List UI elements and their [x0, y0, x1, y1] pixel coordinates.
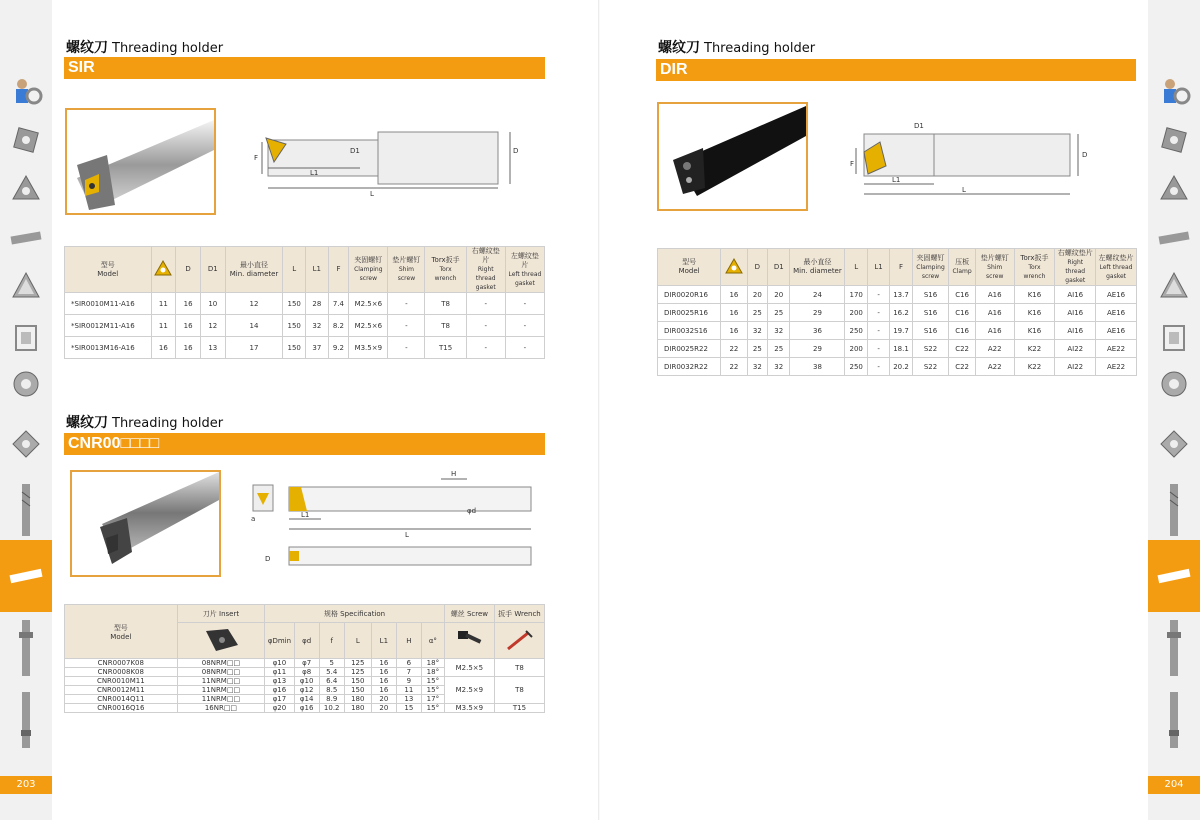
table-cell: -	[867, 286, 889, 304]
cnr-d-label: D	[265, 555, 271, 563]
table-cell: 15°	[421, 677, 444, 686]
drill-icon[interactable]	[6, 482, 46, 538]
table-cell: 16	[151, 337, 176, 359]
dir-spec-table	[657, 248, 1137, 376]
table-cell: AE16	[1096, 304, 1137, 322]
sir-d1-label: D1	[350, 147, 360, 155]
table-cell: 11NRM□□	[177, 686, 265, 695]
table-row	[658, 304, 1137, 322]
table-cell: 180	[344, 704, 371, 713]
round-insert-icon[interactable]	[6, 364, 46, 404]
sir-band: SIR	[64, 57, 545, 79]
dir-f-label: F	[850, 160, 855, 168]
table-row	[65, 659, 545, 668]
table-cell: -	[466, 315, 505, 337]
cartridge-icon[interactable]	[6, 318, 46, 358]
table-cell: 32	[768, 322, 790, 340]
grooving-icon[interactable]	[1154, 618, 1194, 678]
sir-title	[66, 37, 223, 57]
cnr-phid-label: φd	[467, 507, 477, 515]
th-cnr-insert: 刀片 Insert	[177, 605, 265, 623]
th-cnr-l: L	[344, 623, 371, 659]
square-insert-icon[interactable]	[6, 120, 46, 160]
th-dir-l: L	[845, 249, 867, 286]
table-cell: φ11	[265, 668, 294, 677]
table-cell: 20	[371, 704, 396, 713]
active-section-tab[interactable]	[0, 540, 52, 612]
wrench-cell: T8	[494, 677, 544, 704]
table-cell: -	[505, 293, 544, 315]
th-dir-left-gasket: 左螺纹垫片 Left thread gasket	[1096, 249, 1137, 286]
table-cell: 15°	[421, 704, 444, 713]
dir-dimension-drawing	[850, 112, 1102, 202]
table-row	[658, 322, 1137, 340]
table-cell: A16	[975, 304, 1014, 322]
table-cell: -	[388, 337, 425, 359]
table-cell: 12	[225, 293, 283, 315]
table-cell: 25	[747, 340, 767, 358]
table-cell: C22	[949, 358, 975, 376]
table-cell: -	[466, 293, 505, 315]
table-cell: 20	[747, 286, 767, 304]
table-cell: φ8	[294, 668, 319, 677]
cnr-title	[66, 412, 223, 432]
table-cell: 150	[283, 293, 306, 315]
th-right-gasket: 右螺纹垫片 Right thread gasket	[466, 247, 505, 293]
th-d1: D1	[200, 247, 225, 293]
sir-f-label: F	[254, 154, 259, 162]
table-cell: 150	[344, 677, 371, 686]
table-cell: 18°	[421, 659, 444, 668]
cnr-dimension-drawing	[245, 465, 545, 577]
table-cell: 16	[721, 286, 747, 304]
table-cell: -	[867, 358, 889, 376]
table-cell: 8.9	[319, 695, 344, 704]
sir-l1-label: L1	[310, 169, 319, 177]
round-insert-icon[interactable]	[1154, 364, 1194, 404]
table-cell: 6.4	[319, 677, 344, 686]
table-row	[658, 340, 1137, 358]
model-cell: DIR0032R22	[658, 358, 721, 376]
table-cell: -	[388, 315, 425, 337]
th-cnr-screw: 螺丝 Screw	[444, 605, 494, 623]
model-cell: CNR0007K08	[65, 659, 178, 668]
th-cnr-spec: 规格 Specification	[265, 605, 445, 623]
table-cell: 38	[790, 358, 845, 376]
table-cell: C16	[949, 286, 975, 304]
table-cell: 8.5	[319, 686, 344, 695]
table-cell: 32	[306, 315, 329, 337]
table-cell: -	[505, 337, 544, 359]
table-cell: 125	[344, 659, 371, 668]
indexable-drill-icon[interactable]	[1154, 690, 1194, 750]
table-cell: AI16	[1055, 304, 1096, 322]
table-cell: 11	[151, 315, 176, 337]
table-cell: 08NRM□□	[177, 668, 265, 677]
table-cell: 37	[306, 337, 329, 359]
indexable-drill-icon[interactable]	[6, 690, 46, 750]
table-cell: 5.4	[319, 668, 344, 677]
table-cell: 32	[768, 358, 790, 376]
table-cell: 125	[344, 668, 371, 677]
th-clamping-screw: 夹固螺钉 Clamping screw	[349, 247, 388, 293]
table-cell: K22	[1014, 358, 1055, 376]
th-dir-insert-icon	[721, 249, 747, 286]
square-insert-icon[interactable]	[1154, 120, 1194, 160]
table-row	[658, 286, 1137, 304]
table-cell: 19.7	[890, 322, 912, 340]
sir-product-photo	[65, 108, 216, 215]
table-cell: 18°	[421, 668, 444, 677]
table-cell: 29	[790, 340, 845, 358]
th-cnr-h: H	[396, 623, 421, 659]
table-cell: T8	[425, 315, 466, 337]
th-cnr-dmin: φDmin	[265, 623, 294, 659]
cnr-h-label: H	[451, 470, 457, 478]
page-number-left: 203	[0, 776, 52, 794]
table-cell: 20.2	[890, 358, 912, 376]
th-dir-f: F	[890, 249, 912, 286]
table-cell: K16	[1014, 286, 1055, 304]
th-cnr-model: 型号 Model	[65, 605, 178, 659]
table-cell: A16	[975, 322, 1014, 340]
screw-icon	[454, 627, 484, 653]
table-cell: 170	[845, 286, 867, 304]
table-cell: 180	[344, 695, 371, 704]
triangle-insert-icon[interactable]	[1154, 168, 1194, 208]
table-cell: 13	[396, 695, 421, 704]
table-cell: 14	[225, 315, 283, 337]
table-cell: 32	[747, 358, 767, 376]
right-side-tabs	[1148, 0, 1200, 820]
dir-title-cn: 螺纹刀	[658, 40, 700, 56]
worker-icon[interactable]	[6, 72, 46, 112]
table-cell: A22	[975, 358, 1014, 376]
table-cell: 18.1	[890, 340, 912, 358]
dir-d1-label: D1	[914, 122, 924, 130]
left-side-tabs	[0, 0, 52, 820]
table-cell: M3.5×9	[349, 337, 388, 359]
table-cell: 32	[747, 322, 767, 340]
table-cell: T8	[425, 293, 466, 315]
table-cell: 25	[747, 304, 767, 322]
dir-title	[658, 37, 815, 57]
table-cell: AI16	[1055, 322, 1096, 340]
table-cell: 250	[845, 322, 867, 340]
model-cell: CNR0010M11	[65, 677, 178, 686]
table-cell: AE16	[1096, 322, 1137, 340]
table-cell: 16	[176, 315, 201, 337]
table-cell: S22	[912, 340, 949, 358]
th-l: L	[283, 247, 306, 293]
th-dir-clamping-screw: 夹固螺钉 Clamping screw	[912, 249, 949, 286]
table-cell: φ13	[265, 677, 294, 686]
screw-cell: M2.5×5	[444, 659, 494, 677]
table-cell: A16	[975, 286, 1014, 304]
th-cnr-insert-image	[177, 623, 265, 659]
table-cell: φ7	[294, 659, 319, 668]
table-cell: T15	[425, 337, 466, 359]
table-row	[65, 704, 545, 713]
table-cell: 13	[200, 337, 225, 359]
table-cell: 15°	[421, 686, 444, 695]
model-cell: *SIR0013M16-A16	[65, 337, 152, 359]
sir-dimension-drawing	[250, 120, 550, 200]
table-cell: 6	[396, 659, 421, 668]
th-model: 型号 Model	[65, 247, 152, 293]
cnr-product-photo	[70, 470, 221, 577]
nr-insert-icon	[198, 627, 244, 653]
table-cell: AI22	[1055, 358, 1096, 376]
table-cell: 16	[176, 337, 201, 359]
table-cell: AE22	[1096, 358, 1137, 376]
thread-insert-icon	[154, 260, 172, 276]
model-cell: DIR0025R22	[658, 340, 721, 358]
table-cell: -	[388, 293, 425, 315]
dir-l1-label: L1	[892, 176, 901, 184]
th-min-diameter: 最小直径 Min. diameter	[225, 247, 283, 293]
thread-insert-icon[interactable]	[1154, 266, 1194, 306]
table-cell: 29	[790, 304, 845, 322]
table-cell: 10	[200, 293, 225, 315]
th-cnr-f: f	[319, 623, 344, 659]
dir-product-photo	[657, 102, 808, 211]
th-torx-wrench: Torx扳手 Torx wrench	[425, 247, 466, 293]
th-f: F	[328, 247, 349, 293]
th-d: D	[176, 247, 201, 293]
table-cell: K16	[1014, 304, 1055, 322]
table-cell: 250	[845, 358, 867, 376]
cnr-a-label: a	[251, 515, 256, 523]
table-cell: 16	[176, 293, 201, 315]
table-cell: AE16	[1096, 286, 1137, 304]
diamond-insert-icon[interactable]	[1154, 424, 1194, 464]
model-cell: *SIR0010M11-A16	[65, 293, 152, 315]
sir-spec-table	[64, 246, 545, 359]
table-cell: 16	[721, 322, 747, 340]
table-cell: φ17	[265, 695, 294, 704]
table-cell: -	[505, 315, 544, 337]
wrench-icon	[504, 627, 534, 653]
cartridge-icon[interactable]	[1154, 318, 1194, 358]
table-row	[65, 337, 545, 359]
table-cell: 28	[306, 293, 329, 315]
table-cell: 16NR□□	[177, 704, 265, 713]
th-dir-model: 型号 Model	[658, 249, 721, 286]
cnr-title-cn: 螺纹刀	[66, 415, 108, 431]
wrench-cell: T8	[494, 659, 544, 677]
table-cell: 11NRM□□	[177, 677, 265, 686]
th-dir-shim-screw: 垫片螺钉 Shim screw	[975, 249, 1014, 286]
model-cell: CNR0014Q11	[65, 695, 178, 704]
grooving-icon[interactable]	[6, 618, 46, 678]
table-row	[65, 677, 545, 686]
table-cell: 9.2	[328, 337, 349, 359]
th-dir-d: D	[747, 249, 767, 286]
table-row	[65, 315, 545, 337]
table-cell: 12	[200, 315, 225, 337]
table-cell: 9	[396, 677, 421, 686]
table-cell: A22	[975, 340, 1014, 358]
table-cell: 15	[396, 704, 421, 713]
sir-l-label: L	[370, 190, 374, 198]
boring-bar-icon	[1148, 540, 1200, 612]
table-cell: 8.2	[328, 315, 349, 337]
table-cell: S16	[912, 286, 949, 304]
table-cell: -	[867, 340, 889, 358]
screw-cell: M2.5×9	[444, 677, 494, 704]
table-cell: M2.5×6	[349, 293, 388, 315]
table-cell: 16.2	[890, 304, 912, 322]
wrench-cell: T15	[494, 704, 544, 713]
table-cell: 24	[790, 286, 845, 304]
table-cell: 08NRM□□	[177, 659, 265, 668]
table-cell: 11NRM□□	[177, 695, 265, 704]
diamond-insert-icon[interactable]	[6, 424, 46, 464]
table-row	[65, 293, 545, 315]
th-cnr-screw-image	[444, 623, 494, 659]
table-cell: 22	[721, 358, 747, 376]
model-cell: DIR0020R16	[658, 286, 721, 304]
table-cell: C16	[949, 322, 975, 340]
table-cell: 150	[344, 686, 371, 695]
model-cell: CNR0016Q16	[65, 704, 178, 713]
table-row	[658, 358, 1137, 376]
cnr-title-en: Threading holder	[112, 416, 224, 431]
model-cell: CNR0008K08	[65, 668, 178, 677]
th-cnr-wrench-image	[494, 623, 544, 659]
th-dir-d1: D1	[768, 249, 790, 286]
table-cell: φ10	[294, 677, 319, 686]
table-cell: 11	[396, 686, 421, 695]
table-cell: 16	[371, 659, 396, 668]
table-cell: 16	[371, 686, 396, 695]
cnr-band: CNR00□□□□	[64, 433, 545, 455]
model-cell: DIR0025R16	[658, 304, 721, 322]
table-cell: 13.7	[890, 286, 912, 304]
table-cell: 16	[371, 668, 396, 677]
drill-icon[interactable]	[1154, 482, 1194, 538]
cnr-spec-table	[64, 604, 545, 713]
table-cell: 10.2	[319, 704, 344, 713]
table-cell: 25	[768, 304, 790, 322]
th-cnr-d: φd	[294, 623, 319, 659]
th-l1: L1	[306, 247, 329, 293]
worker-icon[interactable]	[1154, 72, 1194, 112]
table-cell: 150	[283, 337, 306, 359]
th-cnr-a: α°	[421, 623, 444, 659]
th-dir-min-diameter: 最小直径 Min. diameter	[790, 249, 845, 286]
table-cell: 22	[721, 340, 747, 358]
table-cell: 20	[371, 695, 396, 704]
screw-cell: M3.5×9	[444, 704, 494, 713]
table-cell: AE22	[1096, 340, 1137, 358]
table-cell: φ20	[265, 704, 294, 713]
table-cell: K16	[1014, 322, 1055, 340]
table-cell: -	[867, 304, 889, 322]
table-cell: -	[466, 337, 505, 359]
table-cell: C16	[949, 304, 975, 322]
table-cell: M2.5×6	[349, 315, 388, 337]
table-cell: φ16	[265, 686, 294, 695]
table-cell: S22	[912, 358, 949, 376]
table-cell: φ12	[294, 686, 319, 695]
table-cell: S16	[912, 322, 949, 340]
th-dir-torx-wrench: Torx扳手 Torx wrench	[1014, 249, 1055, 286]
th-dir-right-gasket: 右螺纹垫片 Right thread gasket	[1055, 249, 1096, 286]
table-cell: 16	[371, 677, 396, 686]
model-cell: DIR0032S16	[658, 322, 721, 340]
table-cell: 150	[283, 315, 306, 337]
sir-d-label: D	[513, 147, 519, 155]
table-cell: 7.4	[328, 293, 349, 315]
page-number-right: 204	[1148, 776, 1200, 794]
right-page	[600, 0, 1200, 820]
boring-bar-icon	[0, 540, 52, 612]
table-cell: φ14	[294, 695, 319, 704]
cnr-l-label: L	[405, 531, 409, 539]
thread-insert-icon	[725, 258, 743, 274]
table-cell: -	[867, 322, 889, 340]
table-cell: AI22	[1055, 340, 1096, 358]
th-insert-icon	[151, 247, 176, 293]
table-cell: 5	[319, 659, 344, 668]
table-cell: 25	[768, 340, 790, 358]
table-cell: 17	[225, 337, 283, 359]
dir-l-label: L	[962, 186, 966, 194]
table-cell: C22	[949, 340, 975, 358]
dir-band: DIR	[656, 59, 1136, 81]
table-cell: 16	[721, 304, 747, 322]
table-cell: 17°	[421, 695, 444, 704]
table-cell: 7	[396, 668, 421, 677]
model-cell: *SIR0012M11-A16	[65, 315, 152, 337]
dir-title-en: Threading holder	[704, 41, 816, 56]
th-shim-screw: 垫片螺钉 Shim screw	[388, 247, 425, 293]
model-cell: CNR0012M11	[65, 686, 178, 695]
table-cell: 36	[790, 322, 845, 340]
table-cell: K22	[1014, 340, 1055, 358]
table-cell: φ10	[265, 659, 294, 668]
table-cell: 20	[768, 286, 790, 304]
th-dir-clamp: 压板 Clamp	[949, 249, 975, 286]
sir-title-cn: 螺纹刀	[66, 40, 108, 56]
cnr-l1-label: L1	[301, 511, 310, 519]
table-cell: 11	[151, 293, 176, 315]
holder-icon[interactable]	[6, 218, 46, 258]
sir-title-en: Threading holder	[112, 41, 224, 56]
table-cell: 200	[845, 340, 867, 358]
triangle-insert-icon[interactable]	[6, 168, 46, 208]
table-cell: φ16	[294, 704, 319, 713]
th-dir-l1: L1	[867, 249, 889, 286]
holder-icon[interactable]	[1154, 218, 1194, 258]
table-cell: 200	[845, 304, 867, 322]
thread-insert-icon[interactable]	[6, 266, 46, 306]
th-left-gasket: 左螺纹垫片 Left thread gasket	[505, 247, 544, 293]
table-cell: AI16	[1055, 286, 1096, 304]
th-cnr-l1: L1	[371, 623, 396, 659]
dir-d-label: D	[1082, 151, 1088, 159]
table-cell: S16	[912, 304, 949, 322]
active-section-tab[interactable]	[1148, 540, 1200, 612]
th-cnr-wrench: 扳手 Wrench	[494, 605, 544, 623]
